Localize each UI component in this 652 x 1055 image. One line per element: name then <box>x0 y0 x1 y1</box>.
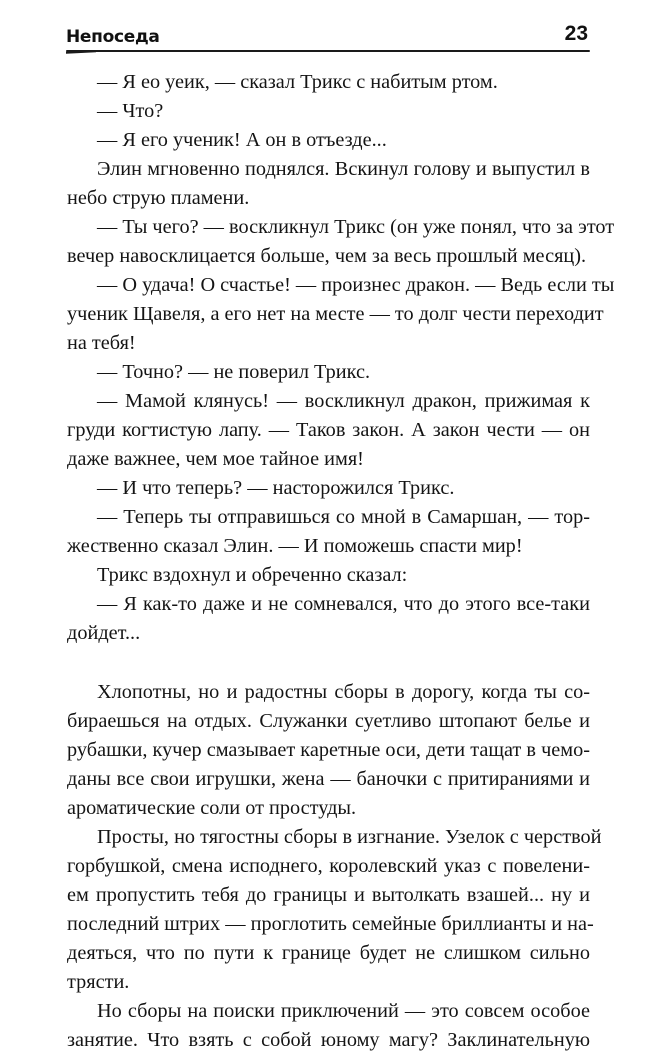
text-line: горбушкой, смена исподнего, королевский указ с повелени- <box>67 855 590 877</box>
text-line: бираешься на отдых. Служанки суетливо штопают белье и <box>67 710 590 732</box>
text-line: даже важнее, чем мое тайное имя! <box>67 448 364 470</box>
text-line: — Точно? — не поверил Трикс. <box>97 361 371 383</box>
text-line: даны все свои игрушки, жена — баночки с притираниями и <box>67 768 590 790</box>
text-line: — И что теперь? — насторожился Трикс. <box>97 477 455 499</box>
body-text <box>67 68 615 1055</box>
text-line: на тебя! <box>67 332 136 354</box>
text-line: — О удача! О счастье! — произнес дракон. — Ведь если ты <box>97 274 615 296</box>
text-line: небо струю пламени. <box>67 187 250 209</box>
text-line: вечер навосклицается больше, чем за весь прошлый месяц). <box>67 245 587 267</box>
text-line: жественно сказал Элин. — И поможешь спасти мир! <box>67 535 523 557</box>
text-line: — Я его ученик! А он в отъезде... <box>97 129 387 151</box>
header-rule <box>66 50 590 52</box>
text-line: — Что? <box>97 100 164 122</box>
text-line: — Мамой клянусь! — воскликнул дракон, прижимая к <box>97 390 590 412</box>
text-line: занятие. Что взять с собой юному магу? Заклинательную <box>67 1029 590 1051</box>
book-title: Непоседа <box>66 27 160 47</box>
running-header <box>66 22 590 52</box>
text-line: дойдет... <box>67 622 141 644</box>
text-line: — Я ео уеик, — сказал Трикс с набитым ртом. <box>97 71 498 93</box>
text-section-narrative <box>67 678 602 1055</box>
section-break <box>67 648 590 678</box>
text-line: — Ты чего? — воскликнул Трикс (он уже понял, что за этот <box>97 216 615 238</box>
text-line: ароматические соли от простуды. <box>67 797 357 819</box>
text-line: — Я как-то даже и не сомневался, что до этого все-таки <box>97 593 590 615</box>
text-line: деяться, что по пути к границе будет не слишком сильно <box>67 942 590 964</box>
text-line: ученик Щавеля, а его нет на месте — то долг чести переходит <box>67 303 604 325</box>
text-line: рубашки, кучер смазывает каретные оси, дети тащат в чемо- <box>67 739 590 761</box>
text-line: Хлопотны, но и радостны сборы в дорогу, когда ты со- <box>97 681 590 703</box>
text-line: ем пропустить тебя до границы и вытолкать взашей... ну и <box>67 884 590 906</box>
page-number: 23 <box>564 22 588 45</box>
text-line: Элин мгновенно поднялся. Вскинул голову и выпустил в <box>97 158 590 180</box>
text-section-dialogue <box>67 68 615 648</box>
text-line: Трикс вздохнул и обреченно сказал: <box>97 564 408 586</box>
text-line: Но сборы на поиски приключений — это совсем особое <box>97 1000 590 1022</box>
text-line: трясти. <box>67 971 130 993</box>
text-line: последний штрих — проглотить семейные бриллианты и на- <box>67 913 594 935</box>
text-line: Просты, но тягостны сборы в изгнание. Узелок с черствой <box>97 826 602 848</box>
text-line: груди когтистую лапу. — Таков закон. А закон чести — он <box>67 419 590 441</box>
text-line: — Теперь ты отправишься со мной в Самаршан, — тор- <box>97 506 590 528</box>
